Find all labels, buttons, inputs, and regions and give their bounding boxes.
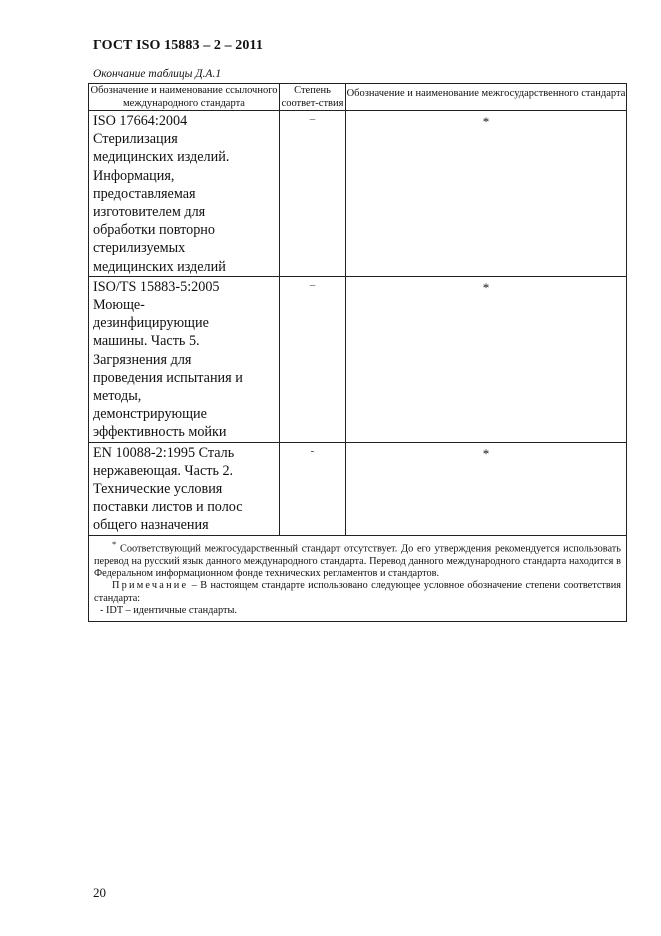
ref-line: медицинских изделий (93, 258, 226, 275)
table-row (89, 111, 627, 277)
footnote-marker: * (112, 538, 117, 549)
footnote-cell (89, 535, 627, 621)
ref-line: предоставляемая (93, 185, 196, 202)
reference-standard-cell (89, 276, 280, 442)
national-standard-cell: * (346, 111, 627, 277)
ref-line: Информация, (93, 167, 175, 184)
ref-line: Загрязнения для (93, 351, 192, 368)
footnote-row (89, 535, 627, 621)
header-national-standard: Обозначение и наименование межгосударственного стандарта (346, 84, 627, 111)
ref-line: поставки листов и полос (93, 499, 243, 516)
ref-line: обработки повторно (93, 222, 215, 239)
table-row (89, 276, 627, 442)
ref-line: ISO/TS 15883-5:2005 (93, 278, 220, 295)
degree-cell: – (280, 276, 346, 442)
header-degree: Степень соответ-ствия (280, 84, 346, 111)
ref-line: методы, (93, 388, 142, 405)
ref-line: Технические условия (93, 481, 223, 498)
ref-line: проведения испытания и (93, 369, 243, 386)
table-row (89, 442, 627, 535)
table-header-row (89, 84, 627, 111)
ref-line: стерилизуемых (93, 240, 186, 257)
correspondence-table (88, 83, 627, 622)
ref-line: нержавеющая. Часть 2. (93, 462, 234, 479)
ref-line: ISO 17664:2004 (93, 113, 188, 129)
footnote-text: Соответствующий межгосударственный стандарт отсутствует. До его утверждения рекомендуется использовать перевод на русский язык данного международного стандарта. Перевод данного международного стандарта находится в Федеральном информационном фонде технических регламентов и стандартов. (94, 543, 622, 579)
ref-line: демонстрирующие (93, 406, 207, 423)
ref-line: Моюще- (93, 297, 145, 314)
page-number: 20 (93, 885, 106, 900)
ref-line: изготовителем для (93, 204, 206, 221)
reference-standard-cell (89, 442, 280, 535)
ref-line: медицинских изделий. (93, 149, 230, 166)
ref-line: эффективность мойки (93, 424, 227, 441)
national-standard-cell: * (346, 276, 627, 442)
ref-line: общего назначения (93, 517, 209, 534)
ref-line: EN 10088-2:1995 Сталь (93, 444, 235, 461)
ref-line: Стерилизация (93, 131, 178, 148)
ref-line: дезинфицирующие (93, 315, 209, 332)
ref-line: машины. Часть 5. (93, 333, 200, 350)
header-reference-standard: Обозначение и наименование ссылочного международного стандарта (90, 85, 278, 109)
national-standard-cell: * (346, 442, 627, 535)
note-text: – В настоящем стандарте использовано следующее условное обозначение степени соответствия стандарта: (94, 580, 621, 604)
reference-standard-cell (89, 111, 280, 277)
degree-cell: - (280, 442, 346, 535)
note-label: Примечание (112, 580, 189, 592)
idt-legend: - IDT – идентичные стандарты. (100, 605, 237, 617)
table-caption: Окончание таблицы Д.А.1 (93, 68, 222, 80)
degree-cell: – (280, 111, 346, 277)
document-header: ГОСТ ISO 15883 – 2 – 2011 (93, 38, 263, 53)
